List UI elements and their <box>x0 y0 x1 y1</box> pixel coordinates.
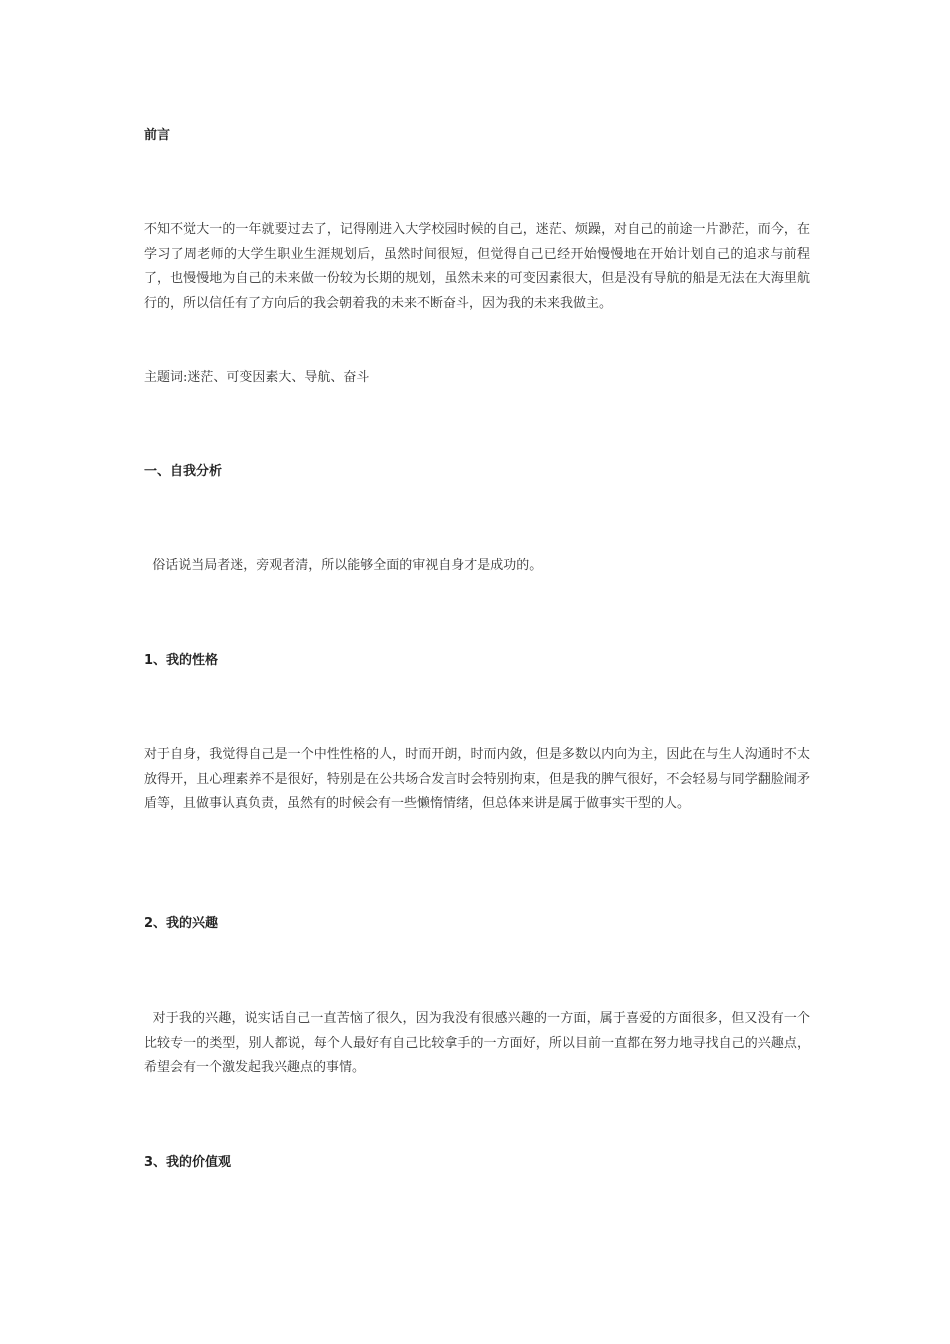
section-self-analysis-heading: 一、自我分析 <box>144 464 223 479</box>
preface-heading: 前言 <box>144 128 171 143</box>
values-heading: 3、我的价值观 <box>144 1155 232 1170</box>
personality-heading: 1、我的性格 <box>144 653 219 668</box>
interests-heading: 2、我的兴趣 <box>144 916 219 931</box>
personality-body: 对于自身，我觉得自己是一个中性性格的人，时而开朗，时而内敛，但是多数以内向为主，因此在与生人沟通时不太放得开，且心理素养不是很好，特别是在公共场合发言时会特别拘束，但是我的脾气很好，不会轻易与同学翻脸闹矛盾等，且做事认真负责，虽然有的时候会有一些懒惰情绪，但总体来讲是属于做事实干型的人。 <box>144 747 810 811</box>
section-self-analysis-intro: 俗话说当局者迷，旁观者清，所以能够全面的审视自身才是成功的。 <box>144 558 543 573</box>
interests-body: 对于我的兴趣，说实话自己一直苦恼了很久，因为我没有很感兴趣的一方面，属于喜爱的方面很多，但又没有一个比较专一的类型，别人都说，每个人最好有自己比较拿手的一方面好，所以目前一直都在努力地寻找自己的兴趣点，希望会有一个激发起我兴趣点的事情。 <box>144 1011 810 1075</box>
preface-body: 不知不觉大一的一年就要过去了，记得刚进入大学校园时候的自己，迷茫、烦躁，对自己的前途一片渺茫，而今，在学习了周老师的大学生职业生涯规划后，虽然时间很短，但觉得自己已经开始慢慢地在开始计划自己的追求与前程了，也慢慢地为自己的未来做一份较为长期的规划，虽然未来的可变因素很大，但是没有导航的船是无法在大海里航行的，所以信任有了方向后的我会朝着我的未来不断奋斗，因为我的未来我做主。 <box>144 222 810 311</box>
keywords-line: 主题词:迷茫、可变因素大、导航、奋斗 <box>144 370 370 385</box>
